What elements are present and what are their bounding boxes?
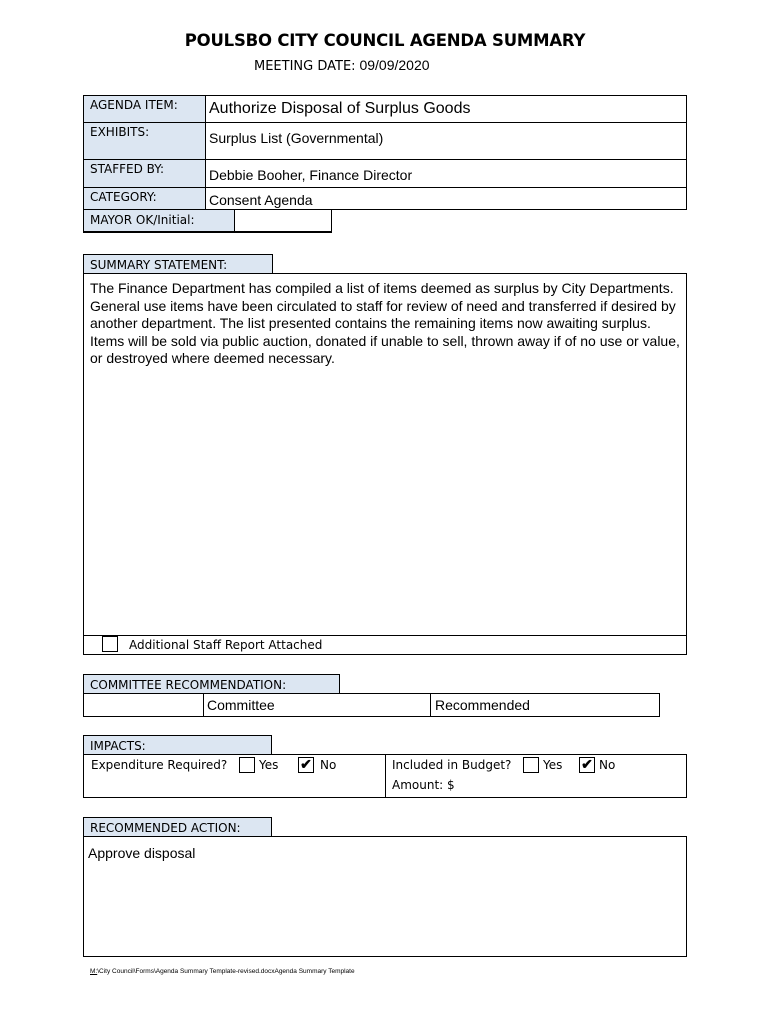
expenditure-no-checkbox[interactable] (298, 757, 314, 773)
committee-value-cell[interactable] (203, 693, 431, 717)
recommended-action-body[interactable] (83, 836, 687, 957)
meeting-date-value: 09/09/2020 (359, 57, 430, 73)
budget-yes-label: Yes (543, 758, 563, 772)
category-label-cell (83, 187, 206, 210)
staffed-by-label: STAFFED BY: (90, 162, 165, 176)
document-title: POULSBO CITY COUNCIL AGENDA SUMMARY (184, 31, 586, 50)
agenda-item-label: AGENDA ITEM: (90, 98, 178, 112)
attached-row (83, 635, 687, 655)
budget-no-label: No (599, 758, 616, 772)
meeting-date-label: MEETING DATE: (254, 59, 356, 74)
recommended-action-text: Approve disposal (88, 845, 196, 861)
recommended-value-cell[interactable] (430, 693, 660, 717)
agenda-item-value: Authorize Disposal of Surplus Goods (209, 100, 471, 117)
staffed-by-label-cell (83, 159, 206, 188)
mayor-ok-input[interactable] (234, 209, 332, 233)
staffed-by-value-cell[interactable] (205, 159, 687, 188)
exhibits-value: Surplus List (Governmental) (209, 130, 384, 146)
recommended-value: Recommended (435, 697, 530, 713)
committee-blank-cell[interactable] (83, 693, 204, 717)
summary-statement-label: SUMMARY STATEMENT: (90, 258, 228, 272)
footer-path-rest: \City Council\Forms\Agenda Summary Template-revised.docxAgenda Summary Template (97, 968, 355, 975)
summary-statement-text: The Finance Department has compiled a list of items deemed as surplus by City Departments. General use items have been circulated to staff for review of need and transferred if desired by another department. The list presented contains the remaining items now awaiting surplus. Items will be sold via public auction, donated if unable to sell, thrown away if of no use or value, or destroyed where deemed necessary. (90, 280, 680, 366)
attached-checkbox[interactable] (102, 636, 118, 652)
category-value-cell[interactable] (205, 187, 687, 210)
exhibits-value-cell[interactable] (205, 122, 687, 160)
budget-yes-checkbox[interactable] (523, 757, 539, 773)
expenditure-label: Expenditure Required? (91, 758, 228, 772)
summary-statement-label-cell (83, 254, 273, 274)
committee-label: COMMITTEE RECOMMENDATION: (90, 678, 287, 692)
committee-value: Committee (207, 697, 275, 713)
committee-label-cell (83, 674, 340, 694)
budget-cell (385, 754, 687, 798)
attached-label: Additional Staff Report Attached (129, 638, 323, 652)
recommended-action-label: RECOMMENDED ACTION: (90, 821, 241, 835)
exhibits-label: EXHIBITS: (90, 125, 150, 139)
impacts-label-cell (83, 735, 272, 755)
impacts-label: IMPACTS: (90, 739, 146, 753)
expenditure-no-label: No (320, 758, 337, 772)
footer-path-prefix: M: (90, 968, 98, 975)
staffed-by-value: Debbie Booher, Finance Director (209, 167, 413, 183)
summary-statement-body[interactable] (83, 273, 687, 636)
category-label: CATEGORY: (90, 190, 157, 204)
checkmark-icon: ✔ (581, 756, 593, 772)
exhibits-label-cell (83, 122, 206, 160)
checkmark-icon: ✔ (300, 756, 312, 772)
budget-label: Included in Budget? (392, 758, 512, 772)
agenda-item-label-cell (83, 95, 206, 123)
agenda-item-value-cell[interactable] (205, 95, 687, 123)
mayor-ok-label-cell (83, 209, 235, 233)
mayor-ok-label: MAYOR OK/Initial: (90, 213, 195, 227)
amount-label: Amount: $ (392, 778, 455, 792)
category-value: Consent Agenda (209, 192, 313, 208)
expenditure-yes-label: Yes (259, 758, 279, 772)
footer-path (90, 968, 355, 975)
budget-no-checkbox[interactable] (579, 757, 595, 773)
recommended-action-label-cell (83, 817, 272, 837)
expenditure-cell (83, 754, 386, 798)
meeting-date (254, 57, 430, 74)
expenditure-yes-checkbox[interactable] (239, 757, 255, 773)
